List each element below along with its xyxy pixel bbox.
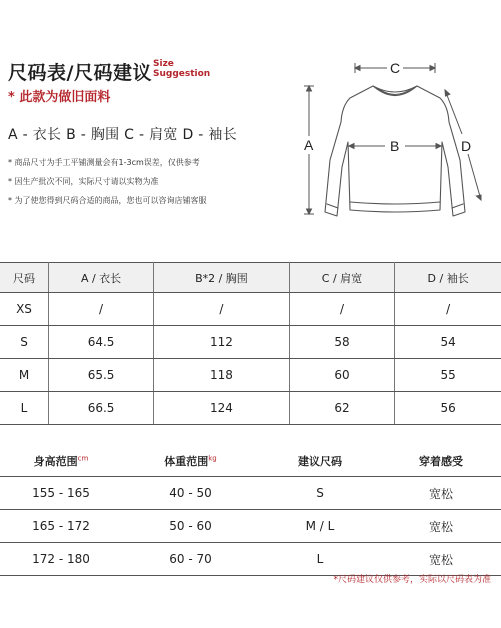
fabric-note: * 此款为做旧面料 — [8, 90, 111, 105]
value-cell: / — [49, 293, 154, 326]
value-cell: 124 — [154, 392, 290, 425]
value-cell: 112 — [154, 326, 290, 359]
value-cell: 54 — [395, 326, 501, 359]
weight-cell: 40 - 50 — [122, 477, 259, 510]
table-row — [0, 359, 501, 392]
fit-cell: 宽松 — [381, 477, 501, 510]
table-row — [0, 510, 501, 543]
header-fit: 穿着感受 — [381, 446, 501, 477]
header-size: 尺码 — [0, 263, 49, 293]
sweater-diagram — [285, 50, 500, 240]
size-suggestion-table — [0, 446, 501, 576]
header-shoulder: C / 肩宽 — [289, 263, 395, 293]
table-row — [0, 293, 501, 326]
title-english-line1: Size — [153, 59, 174, 69]
value-cell: 55 — [395, 359, 501, 392]
value-cell: 56 — [395, 392, 501, 425]
height-cell: 172 - 180 — [0, 543, 122, 576]
suggested-size-cell: L — [259, 543, 381, 576]
size-cell: S — [0, 326, 49, 359]
size-cell: L — [0, 392, 49, 425]
weight-cell: 50 - 60 — [122, 510, 259, 543]
label-d: D — [461, 138, 472, 154]
value-cell: / — [289, 293, 395, 326]
weight-cell: 60 - 70 — [122, 543, 259, 576]
value-cell: 62 — [289, 392, 395, 425]
size-cell: M — [0, 359, 49, 392]
value-cell: 118 — [154, 359, 290, 392]
title-english — [153, 59, 210, 79]
value-cell: / — [395, 293, 501, 326]
header-chest: B*2 / 胸围 — [154, 263, 290, 293]
table-row — [0, 392, 501, 425]
value-cell: 64.5 — [49, 326, 154, 359]
value-cell: 60 — [289, 359, 395, 392]
title-english-line2: Suggestion — [153, 69, 211, 79]
measurement-legend: A - 衣长 B - 胸围 C - 肩宽 D - 袖长 — [8, 127, 237, 143]
header-sleeve: D / 袖长 — [395, 263, 501, 293]
label-b: B — [390, 138, 400, 154]
value-cell: 58 — [289, 326, 395, 359]
header-height: 身高范围$^{cm}$ — [0, 446, 122, 477]
table-row — [0, 543, 501, 576]
size-table-header — [0, 263, 501, 293]
table-row — [0, 477, 501, 510]
table-row — [0, 326, 501, 359]
header-length: A / 衣长 — [49, 263, 154, 293]
height-cell: 155 - 165 — [0, 477, 122, 510]
fit-cell: 宽松 — [381, 510, 501, 543]
note-line: * 为了使您得到尺码合适的商品，您也可以咨询店铺客服 — [8, 196, 207, 205]
note-line: * 商品尺寸为手工平铺测量会有1-3cm误差，仅供参考 — [8, 158, 200, 167]
header-suggested-size: 建议尺码 — [259, 446, 381, 477]
note-line: * 因生产批次不同，实际尺寸请以实物为准 — [8, 177, 159, 186]
value-cell: 65.5 — [49, 359, 154, 392]
header-weight: 体重范围$^{kg}$ — [122, 446, 259, 477]
suggestion-table-header — [0, 446, 501, 477]
value-cell: 66.5 — [49, 392, 154, 425]
size-table — [0, 262, 501, 425]
size-cell: XS — [0, 293, 49, 326]
value-cell: / — [154, 293, 290, 326]
suggested-size-cell: S — [259, 477, 381, 510]
label-a: A — [304, 137, 314, 153]
suggested-size-cell: M / L — [259, 510, 381, 543]
height-cell: 165 - 172 — [0, 510, 122, 543]
fit-cell: 宽松 — [381, 543, 501, 576]
label-c: C — [390, 60, 401, 76]
unit-kg: kg — [208, 454, 217, 463]
page-title: 尺码表/尺码建议 — [8, 62, 152, 84]
unit-cm: cm — [77, 454, 89, 463]
footnote: *尺码建议仅供参考，实际以尺码表为准 — [333, 575, 491, 585]
